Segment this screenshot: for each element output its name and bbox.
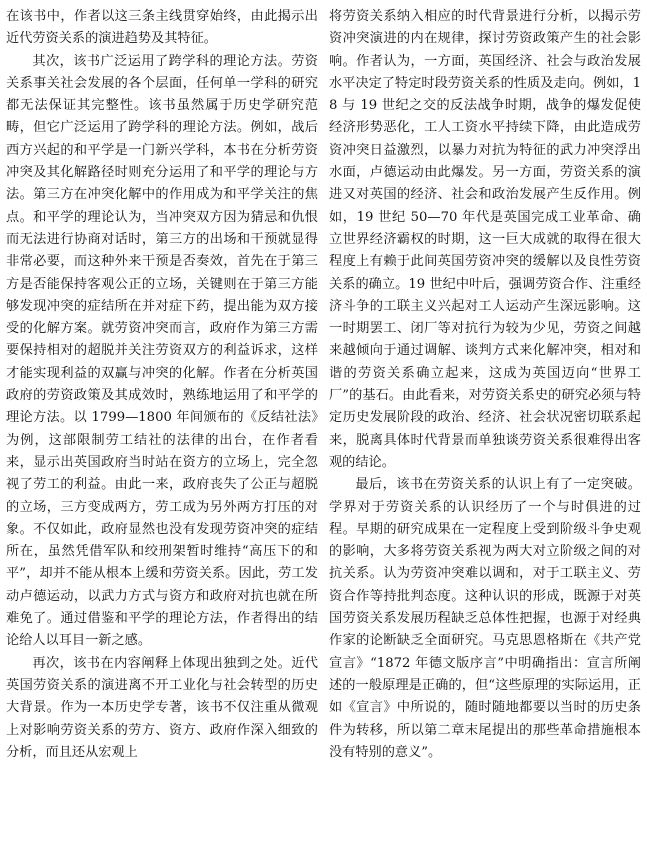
right-text-column (329, 6, 641, 860)
left-text-column (6, 6, 318, 860)
paragraph-left-3: 再次，该书在内容阐释上体现出独到之处。近代英国劳资关系的演进离不开工业化与社会转型的历史大背景。作为一本历史学专著，该书不仅注重从微观上对影响劳资关系的劳方、资方、政府作深入细致的分析，而且还从宏观上 (6, 655, 318, 760)
paragraph-left-2: 其次，该书广泛运用了跨学科的理论方法。劳资关系事关社会发展的各个层面，任何单一学科的研究都无法保证其完整性。该书虽然属于历史学研究范畴，但它广泛运用了跨学科的理论方法。例如，战后西方兴起的和平学是一门新兴学科，本书在分析劳资冲突及其化解路径时则充分运用了和平学的理论与方法。第三方在冲突化解中的作用成为和平学关注的焦点。和平学的理论认为，当冲突双方因为猜忌和仇恨而无法进行协商对话时，第三方的出场和干预就显得非常必要，而这种外来干预是否奏效，首先在于第三方是否能保持客观公正的立场，关键则在于第三方能够发现冲突的症结所在并对症下药，提出能为双方接受的化解方案。就劳资冲突而言，政府作为第三方需要保持相对的超脱并关注劳资双方的利益诉求，这样才能实现利益的双赢与冲突的化解。作者在分析英国政府的劳资政策及其成效时，熟练地运用了和平学的理论方法。以 1799—1800 年间颁布的《反结社法》为例，这部限制劳工结社的法律的出台，在作者看来，显示出英国政府当时站在资方的立场上，完全忽视了劳工的利益。由此一来，政府丧失了公正与超脱的立场，三方变成两方，劳工成为另外两方打压的对象。不仅如此，政府显然也没有发现劳资冲突的症结所在，虽然凭借军队和绞刑架暂时维持“高压下的和平”，却并不能从根本上缓和劳资关系。因此，劳工发动卢德运动，以武力方式与资方和政府对抗也就在所难免了。通过借鉴和平学的理论方法，作者得出的结论给人以耳目一新之感。 (6, 53, 318, 649)
paragraph-left-1: 在该书中，作者以这三条主线贯穿始终，由此揭示出近代劳资关系的演进趋势及其特征。 (6, 9, 318, 47)
paragraph-right-1: 将劳资关系纳入相应的时代背景进行分析，以揭示劳资冲突演进的内在规律，探讨劳资政策产生的社会影响。作者认为，一方面，英国经济、社会与政治发展水平决定了特定时段劳资关系的性质及走向。例如，18 与 19 世纪之交的反法战争时期，战争的爆发促使经济形势恶化，工人工资水平持续下降，由此造成劳资冲突日益激烈，以暴力对抗为特征的武力冲突浮出水面，卢德运动由此爆发。另一方面，劳资关系的演进又对英国的经济、社会和政治发展产生反作用。例如，19 世纪 50—70 年代是英国完成工业革命、确立世界经济霸权的时期，这一巨大成就的取得在很大程度上有赖于此间英国劳资冲突的缓解以及良性劳资关系的确立。19 世纪中叶后，强调劳资合作、注重经济斗争的工联主义兴起对工人运动产生深远影响。这一时期罢工、闭厂等对抗行为较为少见，劳资之间越来越倾向于通过调解、谈判方式来化解冲突，相对和谐的劳资关系确立起来，这成为英国迈向“世界工厂”的基石。由此看来，对劳资关系史的研究必须与特定历史发展阶段的政治、经济、社会状况密切联系起来，脱离具体时代背景而单独谈劳资关系很难得出客观的结论。 (329, 9, 641, 470)
paragraph-right-2: 最后，该书在劳资关系的认识上有了一定突破。学界对于劳资关系的认识经历了一个与时俱进的过程。早期的研究成果在一定程度上受到阶级斗争史观的影响，大多将劳资关系视为两大对立阶级之间的对抗关系。认为劳资冲突难以调和，对于工联主义、劳资合作等持批判态度。这种认识的形成，既源于对英国劳资关系发展历程缺乏总体性把握，也源于对经典作家的论断缺乏全面研究。马克思恩格斯在《共产党宣言》“1872 年德文版序言”中明确指出：宣言所阐述的一般原理是正确的，但“这些原理的实际运用，正如《宣言》中所说的，随时随地都要以当时的历史条件为转移，所以第二章末尾提出的那些革命措施根本没有特别的意义”。 (329, 477, 641, 760)
